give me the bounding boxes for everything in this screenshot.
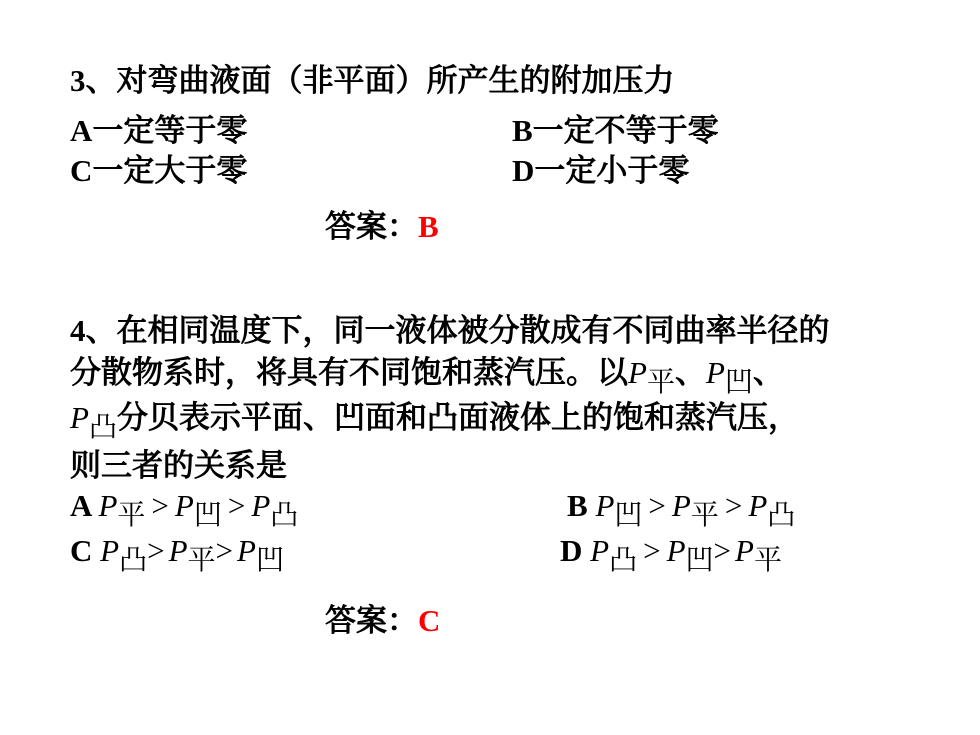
q3-option-d: D一定小于零 xyxy=(512,153,690,188)
subscript-tu: 凸 xyxy=(88,412,117,443)
q4-stem-line3-text: 分贝表示平面、凹面和凸面液体上的饱和蒸汽压， xyxy=(116,400,799,435)
p-symbol: P xyxy=(251,488,271,523)
greater-than: > xyxy=(147,533,165,568)
option-letter: B xyxy=(567,488,588,523)
p-symbol: P xyxy=(100,533,120,568)
p-symbol: P xyxy=(595,488,615,523)
subscript-ao: 凹 xyxy=(685,545,714,576)
option-letter: C xyxy=(70,533,93,568)
subscript-ping: 平 xyxy=(753,545,782,576)
greater-than: > xyxy=(643,533,661,568)
greater-than: > xyxy=(151,488,169,523)
q4-option-d xyxy=(560,533,782,576)
p-symbol: P xyxy=(174,488,194,523)
p-symbol: P xyxy=(735,533,754,568)
greater-than: > xyxy=(648,488,666,523)
q3-answer-label: 答案： xyxy=(325,209,418,244)
p-symbol: P xyxy=(98,488,118,523)
subscript-ping: 平 xyxy=(187,545,216,576)
q4-stem-line3 xyxy=(70,400,799,443)
option-letter: A xyxy=(70,488,91,523)
p-symbol: P xyxy=(70,400,89,435)
q4-stem-line4: 则三者的关系是 xyxy=(70,448,287,483)
subscript-ao: 凹 xyxy=(724,367,753,398)
p-symbol: P xyxy=(237,533,256,568)
q4-option-a xyxy=(70,488,299,531)
greater-than: > xyxy=(713,533,732,568)
q3-option-a: A一定等于零 xyxy=(70,113,248,148)
greater-than: > xyxy=(227,488,246,523)
subscript-ping: 平 xyxy=(646,367,675,398)
subscript-ping: 平 xyxy=(690,500,719,531)
q4-option-c xyxy=(70,533,284,576)
subscript-tu: 凸 xyxy=(609,545,638,576)
q4-stem-line2-text: 分散物系时，将具有不同饱和蒸汽压。以 xyxy=(70,355,628,390)
p-symbol: P xyxy=(628,355,647,390)
subscript-ping: 平 xyxy=(117,500,146,531)
q3-option-b: B一定不等于零 xyxy=(512,113,719,148)
q3-stem: 3、对弯曲液面（非平面）所产生的附加压力 xyxy=(70,63,675,98)
subscript-tu: 凸 xyxy=(270,500,299,531)
p-symbol: P xyxy=(671,488,691,523)
p-symbol: P xyxy=(168,533,188,568)
q3-answer-value: B xyxy=(418,209,439,244)
p-symbol: P xyxy=(666,533,686,568)
q4-answer-value: C xyxy=(418,603,441,638)
greater-than: > xyxy=(215,533,234,568)
subscript-tu: 凸 xyxy=(767,500,796,531)
q3-option-c: C一定大于零 xyxy=(70,153,248,188)
subscript-ao: 凹 xyxy=(614,500,643,531)
q4-stem-line1: 4、在相同温度下，同一液体被分散成有不同曲率半径的 xyxy=(70,313,830,348)
q4-answer-label: 答案： xyxy=(325,603,418,638)
option-letter: D xyxy=(560,533,583,568)
greater-than: > xyxy=(724,488,743,523)
subscript-ao: 凹 xyxy=(193,500,222,531)
q3-answer xyxy=(325,209,439,245)
p-symbol: P xyxy=(705,355,725,390)
subscript-ao: 凹 xyxy=(255,545,284,576)
separator: 、 xyxy=(752,355,784,390)
p-symbol: P xyxy=(748,488,768,523)
q4-answer xyxy=(325,603,440,639)
subscript-tu: 凸 xyxy=(119,545,148,576)
separator: 、 xyxy=(674,355,706,390)
q4-stem-line2 xyxy=(70,355,784,398)
q4-option-b xyxy=(567,488,796,531)
p-symbol: P xyxy=(590,533,610,568)
